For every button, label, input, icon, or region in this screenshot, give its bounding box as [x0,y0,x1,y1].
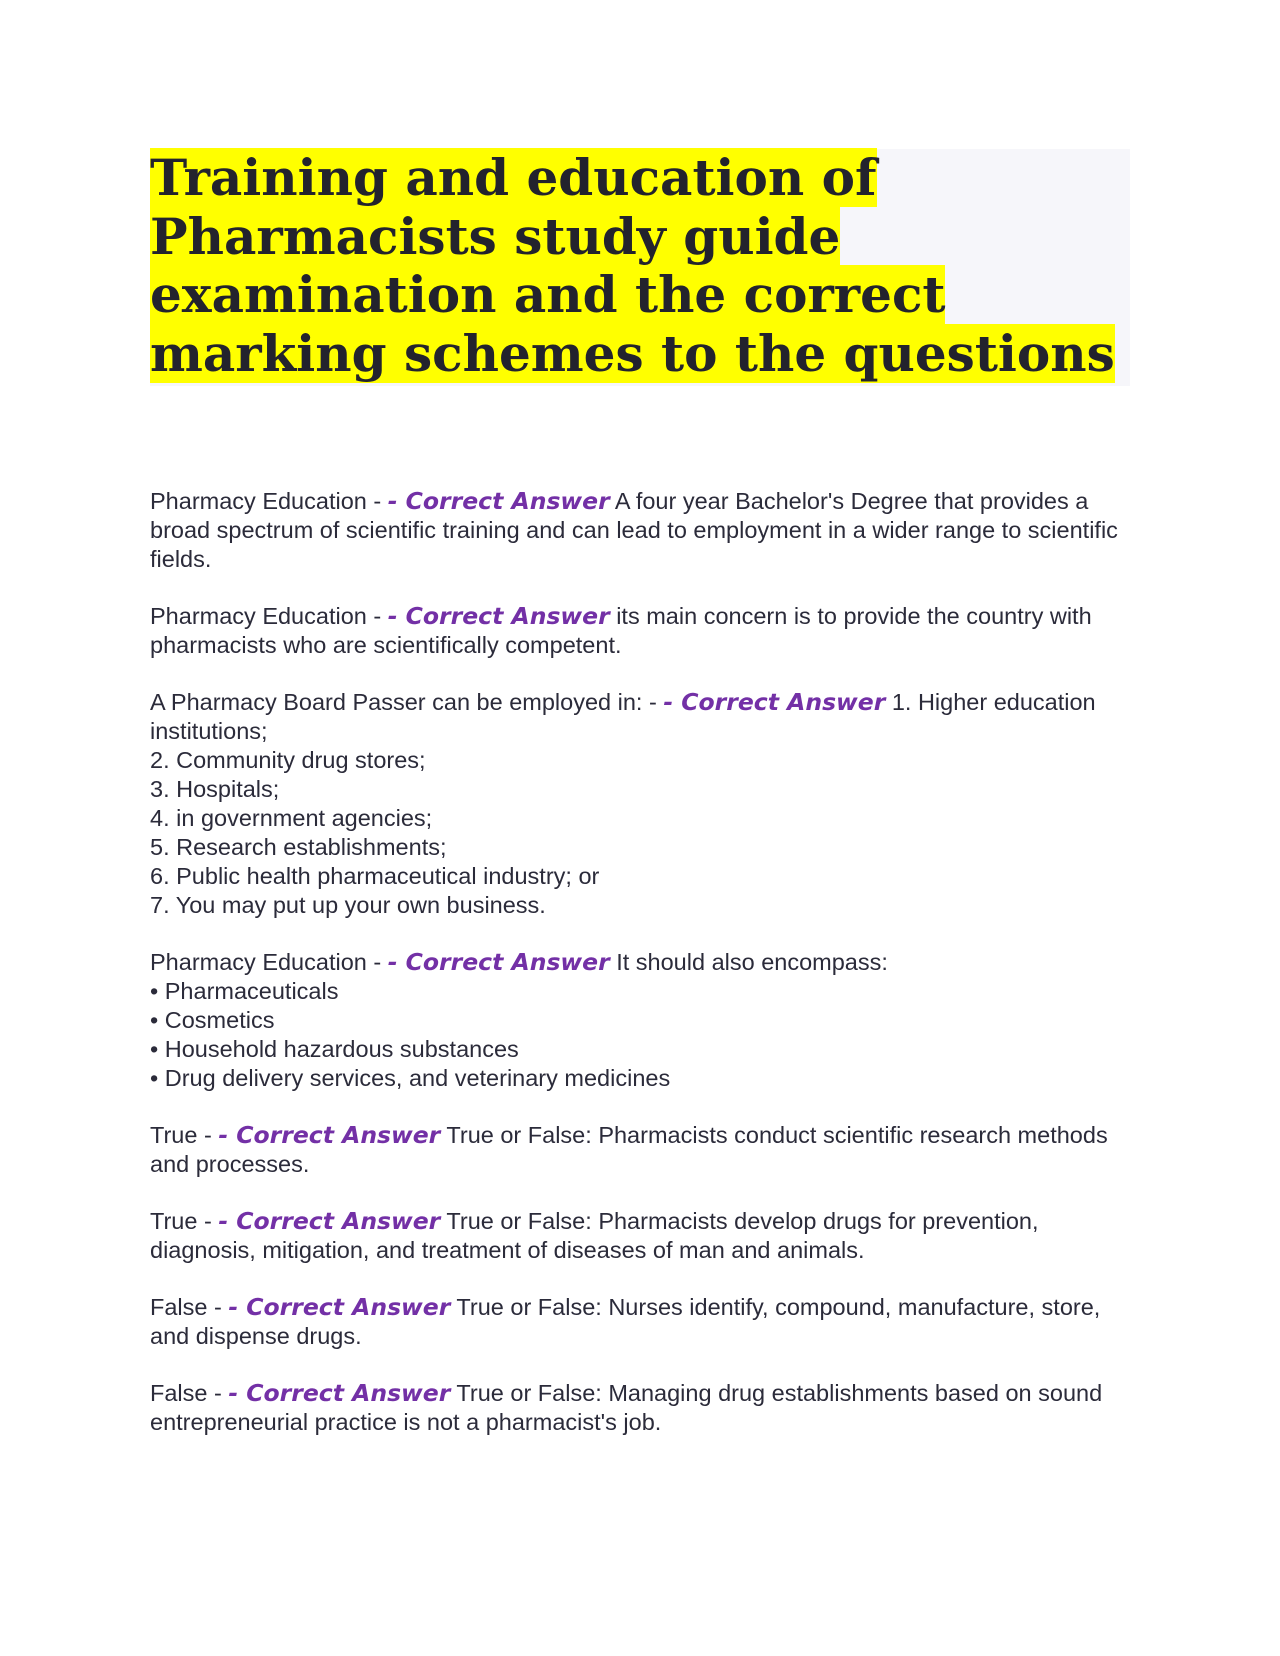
answer-text: True or False: Nurses identify, compound, manufacture, store, and dispense drugs. [150,1294,1101,1349]
separator: - [197,1122,219,1148]
correct-answer-marker: - Correct Answer [228,1293,451,1321]
correct-answer-marker: - Correct Answer [218,1121,441,1149]
answer-line: 5. Research establishments; [150,834,447,860]
correct-answer-marker: - Correct Answer [387,487,610,515]
qa-item [150,688,1130,920]
qa-item [150,1207,1130,1265]
separator: - [366,488,388,514]
answer-text: A four year Bachelor's Degree that provides a broad spectrum of scientific training and can lead to employment in a wider range to scientific fields. [150,488,1118,572]
title-block [150,149,1130,386]
answer-line: 7. You may put up your own business. [150,892,546,918]
question-text: True [150,1208,198,1234]
correct-answer-marker: - Correct Answer [387,948,610,976]
answer-line: • Pharmaceuticals [150,978,339,1004]
question-text: False [150,1294,208,1320]
separator: - [207,1294,229,1320]
answer-line: 4. in government agencies; [150,805,433,831]
answer-line: • Household hazardous substances [150,1036,519,1062]
qa-item [150,1121,1130,1179]
question-text: True [150,1122,198,1148]
title-highlight: Training and education of Pharmacists study guide examination and the correct marking schemes to the questions [150,148,1115,383]
correct-answer-marker: - Correct Answer [663,688,886,716]
question-text: Pharmacy Education [150,488,367,514]
document-title [150,149,1130,383]
qa-item [150,1293,1130,1351]
question-text: Pharmacy Education [150,603,367,629]
answer-text: True or False: Managing drug establishments based on sound entrepreneurial practice is not a pharmacist's job. [150,1380,1103,1435]
answer-text: It should also encompass: [616,949,888,975]
separator: - [207,1380,229,1406]
question-text: A Pharmacy Board Passer can be employed in: [150,689,643,715]
answer-line: • Cosmetics [150,1007,275,1033]
qa-list [150,487,1130,1465]
separator: - [197,1208,219,1234]
separator: - [366,603,388,629]
question-text: Pharmacy Education [150,949,367,975]
qa-item [150,1379,1130,1437]
answer-line: • Drug delivery services, and veterinary medicines [150,1065,671,1091]
question-text: False [150,1380,208,1406]
qa-item [150,602,1130,660]
separator: - [366,949,388,975]
answer-text: True or False: Pharmacists conduct scientific research methods and processes. [150,1122,1108,1177]
correct-answer-marker: - Correct Answer [218,1207,441,1235]
answer-line: 2. Community drug stores; [150,747,426,773]
answer-line: 6. Public health pharmaceutical industry; or [150,863,600,889]
answer-text: True or False: Pharmacists develop drugs for prevention, diagnosis, mitigation, and treatment of diseases of man and animals. [150,1208,1039,1263]
correct-answer-marker: - Correct Answer [228,1379,451,1407]
correct-answer-marker: - Correct Answer [387,602,610,630]
answer-text: its main concern is to provide the country with pharmacists who are scientifically competent. [150,603,1092,658]
separator: - [642,689,664,715]
answer-text: 1. Higher education institutions; [150,689,1096,744]
qa-item [150,948,1130,1093]
qa-item [150,487,1130,574]
answer-line: 3. Hospitals; [150,776,280,802]
